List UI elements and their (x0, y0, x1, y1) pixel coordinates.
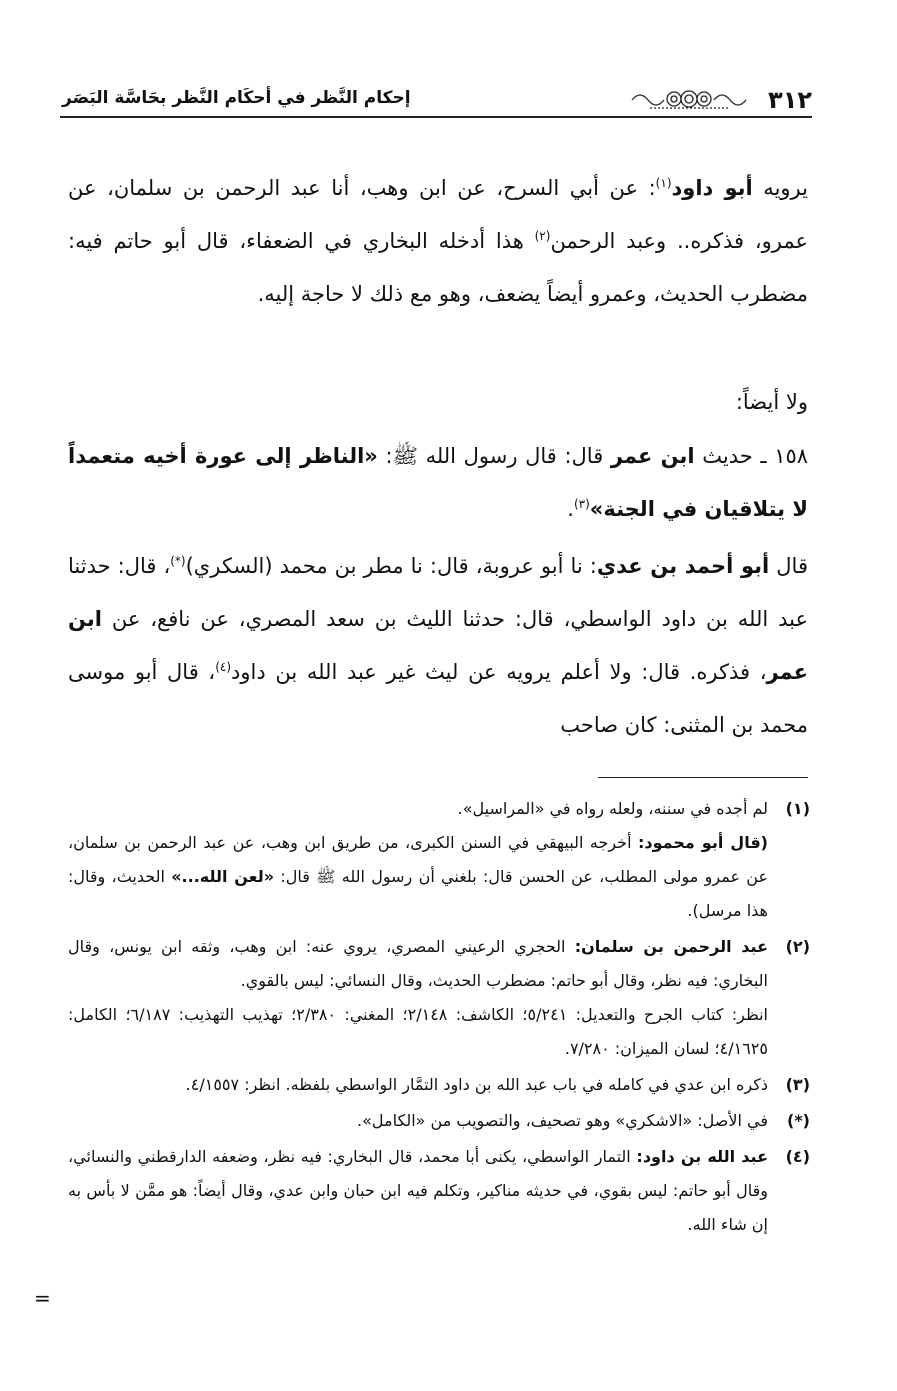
bold-name: عبد الله بن داود: (636, 1147, 768, 1166)
footnote-star (68, 1104, 810, 1138)
text: قال (769, 554, 808, 578)
bold-name: ابن عمر (68, 607, 808, 684)
text: قال: قال رسول الله ﷺ: (377, 444, 611, 468)
footnote-1 (68, 792, 810, 928)
text: ، فذكره. قال: ولا أعلم يرويه عن ليث غير عبد الله بن داود (231, 660, 767, 684)
text: : عن أبي السرح، عن ابن وهب، أنا عبد الرحمن بن سلمان، عن عمرو، فذكره.. وعبد الرحمن (68, 176, 808, 253)
footnote-ref: (١) (655, 176, 672, 190)
text: الحديث، وقال: هذا مرسل). (68, 867, 768, 920)
footnote-separator (598, 777, 808, 778)
footnote-body: ذكره ابن عدي في كامله في باب عبد الله بن داود التمَّار الواسطي بلفظه. انظر: ٤/١٥٥٧. (185, 1075, 768, 1094)
footnote-marker: (٣) (785, 1075, 810, 1094)
hadith-158 (68, 430, 808, 536)
footnote-marker: (١) (785, 799, 810, 818)
paragraph-4 (68, 540, 808, 752)
bold-quote: «لعن الله...» (171, 867, 275, 886)
text: هذا أدخله البخاري في الضعفاء، قال أبو حاتم فيه: مضطرب الحديث، وعمرو أيضاً يضعف، وهو مع ذلك لا حاجة إليه. (68, 229, 808, 306)
text: : نا أبو عروبة، قال: نا مطر بن محمد (السكري) (185, 554, 597, 578)
footnote-marker: (٢) (785, 937, 810, 956)
bold-name: أبو داود (671, 176, 753, 200)
ornament-icon (630, 86, 748, 112)
paragraph-1 (68, 162, 808, 321)
footnote-ref: (٣) (573, 497, 590, 511)
text: . (567, 497, 574, 521)
footnote-ref: (*) (170, 554, 186, 568)
text: لم أجده في سننه، ولعله رواه في «المراسيل». (457, 799, 768, 818)
margin-mark: = (34, 1286, 51, 1310)
footnote-marker: (*) (787, 1111, 810, 1130)
footnote-body: في الأصل: «الاشكري» وهو تصحيف، والتصويب من «الكامل». (357, 1111, 768, 1130)
footnotes (68, 792, 810, 1244)
bold-name: ابن عمر (610, 444, 695, 468)
page-number: ٣١٢ (768, 86, 812, 114)
paragraph-2 (68, 376, 808, 429)
text: الحجري الرعيني المصري، يروي عنه: ابن وهب، وثقه ابن يونس، وقال البخاري: فيه نظر، وقال أبو حاتم: مضطرب الحديث، وقال النسائي: ليس بالقوي. (68, 937, 768, 990)
bold-name: أبو أحمد بن عدي (596, 554, 770, 578)
text: انظر: كتاب الجرح والتعديل: ٥/٢٤١؛ الكاشف: ٢/١٤٨؛ المغني: ٢/٣٨٠؛ تهذيب التهذيب: ٦/١٨٧؛ الكامل: ٤/١٦٢٥؛ لسان الميزان: ٧/٢٨٠. (68, 1005, 768, 1058)
footnote-4 (68, 1140, 810, 1242)
footnote-3 (68, 1068, 810, 1102)
text: ولا أيضاً: (735, 390, 808, 414)
bold-name: (قال أبو محمود: (638, 833, 768, 852)
text: أخرجه البيهقي في السنن الكبرى، من طريق ابن وهب، عن عبد الرحمن بن سلمان، عن عمرو مولى المطلب، عن الحسن قال: بلغني أن رسول الله ﷺ قال: (68, 833, 769, 886)
footnote-2 (68, 930, 810, 1066)
footnote-ref: (٢) (534, 229, 551, 243)
header-title: إحكام النَّظر في أحكَام النَّظر بحَاسَّة البَصَر (62, 88, 411, 108)
text: التمار الواسطي، يكنى أبا محمد، قال البخاري: فيه نظر، وضعفه الدارقطني والنسائي، وقال أبو حاتم: ليس بقوي، في حديثه مناكير، وتكلم فيه ابن حبان وابن عدي، وقال أيضاً: هو ممَّن لا بأس به إن شاء الله. (68, 1147, 768, 1234)
footnote-body (68, 792, 768, 928)
text: ، قال: حدثنا عبد الله بن داود الواسطي، قال: حدثنا الليث بن سعد المصري، عن نافع، عن (68, 554, 808, 631)
footnote-ref: (٤) (215, 660, 232, 674)
running-header (60, 82, 812, 118)
footnote-body (68, 930, 768, 1066)
bold-name: عبد الرحمن بن سلمان: (574, 937, 768, 956)
header-rule (60, 116, 812, 118)
hadith-text: «الناظر إلى عورة أخيه متعمداً لا يتلاقيان في الجنة» (68, 444, 808, 521)
text: ، قال أبو موسى محمد بن المثنى: كان صاحب (68, 660, 808, 737)
footnote-body (68, 1140, 768, 1242)
text: ١٥٨ ـ حديث (694, 444, 809, 468)
text: يرويه (752, 176, 808, 200)
footnote-marker: (٤) (785, 1147, 810, 1166)
